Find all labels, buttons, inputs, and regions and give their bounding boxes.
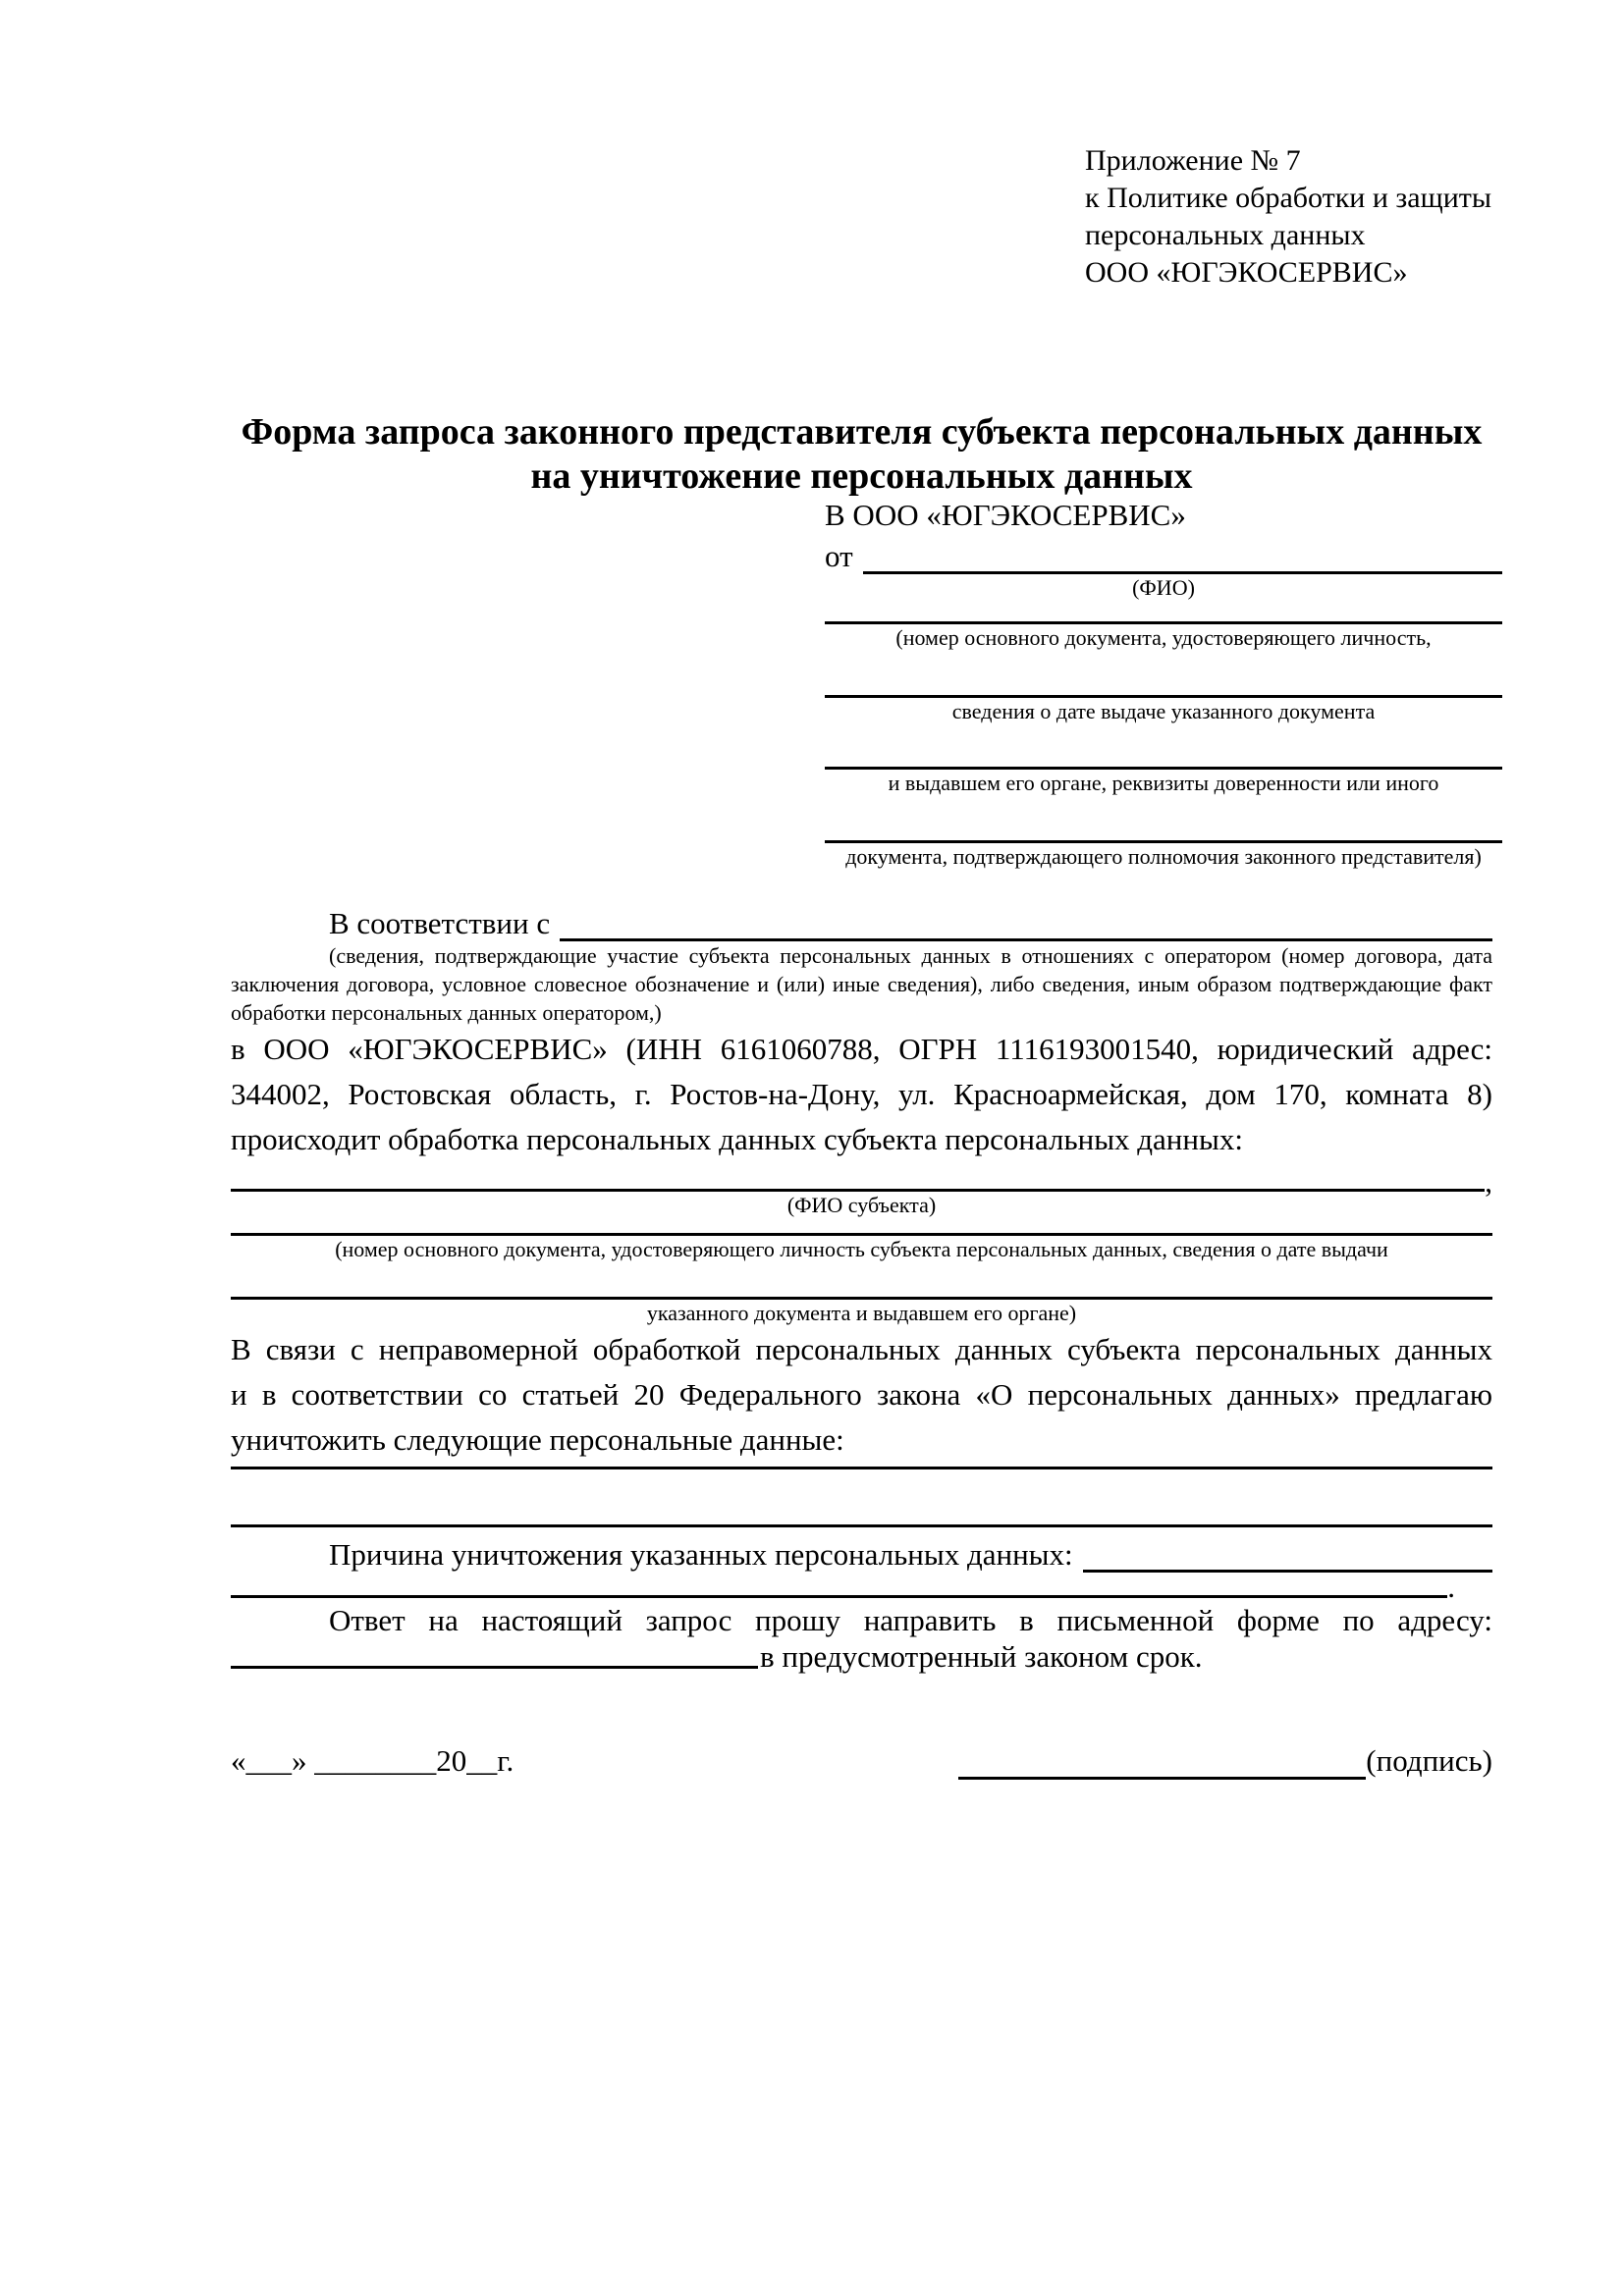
signature-caption: (подпись) (1366, 1743, 1492, 1778)
date-blank[interactable]: «___» ________20__г. (231, 1743, 514, 1778)
fio-caption: (ФИО) (1132, 575, 1195, 600)
subject-fio-comma: , (1485, 1164, 1492, 1199)
representative-doc-caption-2: сведения о дате выдаче указанного документа (951, 699, 1376, 723)
accordance-note-line-3: обработки персональных данных оператором,) (231, 1000, 662, 1025)
representative-doc-line-4[interactable] (825, 797, 1502, 843)
title-line-1: Форма запроса законного представителя субъекта персональных данных (241, 411, 1483, 453)
answer-address-line[interactable] (231, 1666, 758, 1669)
annex-block (1085, 142, 1491, 292)
reason-label: Причина уничтожения указанных персональных данных: (329, 1537, 1073, 1572)
operator-line-1: в ООО «ЮГЭКОСЕРВИС» (ИНН 6161060788, ОГРН 1116193001540, юридический адрес: (231, 1032, 1492, 1066)
claim-line-3: уничтожить следующие персональные данные: (231, 1422, 844, 1457)
operator-line-3: происходит обработка персональных данных субъекта персональных данных: (231, 1122, 1243, 1156)
representative-doc-caption-4: документа, подтверждающего полномочия законного представителя) (845, 844, 1482, 869)
accordance-row (231, 898, 1492, 941)
from-label: от (825, 539, 853, 573)
from-row (825, 535, 1502, 574)
annex-line: персональных данных (1085, 219, 1366, 251)
representative-doc-line-3[interactable] (825, 725, 1502, 770)
reason-row (231, 1527, 1492, 1573)
accordance-label: В соответствии с (329, 906, 551, 940)
document-body (231, 898, 1492, 1674)
addressee-block (825, 496, 1502, 871)
claim-line-1: В связи с неправомерной обработкой персональных данных субъекта персональных данных (231, 1332, 1492, 1366)
reason-period: . (1447, 1570, 1455, 1604)
subject-doc-line-1[interactable] (231, 1219, 1492, 1236)
operator-line-2: 344002, Ростовская область, г. Ростов-на-Дону, ул. Красноармейская, дом 170, комната 8) (231, 1077, 1492, 1111)
title-line-2: на уничтожение персональных данных (530, 455, 1193, 497)
signature-block (958, 1742, 1492, 1780)
accordance-note (231, 941, 1492, 1027)
data-to-destroy-line-2[interactable] (231, 1469, 1492, 1527)
claim-paragraph (231, 1327, 1492, 1463)
addressee-organization: В ООО «ЮГЭКОСЕРВИС» (825, 498, 1186, 532)
reason-line[interactable] (1083, 1570, 1492, 1573)
annex-line: к Политике обработки и защиты (1085, 182, 1492, 214)
footer-row (231, 1742, 1492, 1780)
answer-line-1: Ответ на настоящий запрос прошу направить в письменной форме по адресу: (329, 1603, 1492, 1637)
accordance-note-line-2: заключения договора, условное словесное обозначение и (или) иные сведения), либо сведения, иным образом подтверждающие факт (231, 972, 1492, 996)
answer-line-2-suffix: в предусмотренный законом срок. (760, 1639, 1203, 1674)
signature-line[interactable] (958, 1777, 1366, 1780)
annex-line: ООО «ЮГЭКОСЕРВИС» (1085, 256, 1408, 289)
representative-doc-line-1[interactable] (825, 602, 1502, 624)
answer-address-row (231, 1639, 1492, 1674)
representative-doc-caption-3: и выдавшем его органе, реквизиты доверенности или иного (888, 771, 1439, 795)
subject-doc-caption-2: указанного документа и выдавшем его органе) (646, 1301, 1077, 1325)
subject-doc-caption-1: (номер основного документа, удостоверяющего личность субъекта персональных данных, сведения о дате выдачи (335, 1237, 1388, 1261)
reason-continuation-row (231, 1570, 1455, 1604)
accordance-note-line-1: (сведения, подтверждающие участие субъекта персональных данных в отношениях с оператором (номер договора, дата (329, 943, 1492, 968)
data-to-destroy-line-1[interactable] (231, 1463, 1492, 1469)
subject-fio-caption: (ФИО субъекта) (786, 1193, 937, 1217)
representative-doc-line-2[interactable] (825, 652, 1502, 698)
annex-line: Приложение № 7 (1085, 144, 1301, 177)
subject-doc-line-2[interactable] (231, 1263, 1492, 1300)
subject-fio-row (231, 1162, 1492, 1199)
representative-doc-caption-1: (номер основного документа, удостоверяющего личность, (895, 625, 1432, 650)
operator-paragraph (231, 1027, 1492, 1162)
claim-line-2: и в соответствии со статьей 20 Федерального закона «О персональных данных» предлагаю (231, 1377, 1492, 1412)
document-title (231, 410, 1492, 499)
